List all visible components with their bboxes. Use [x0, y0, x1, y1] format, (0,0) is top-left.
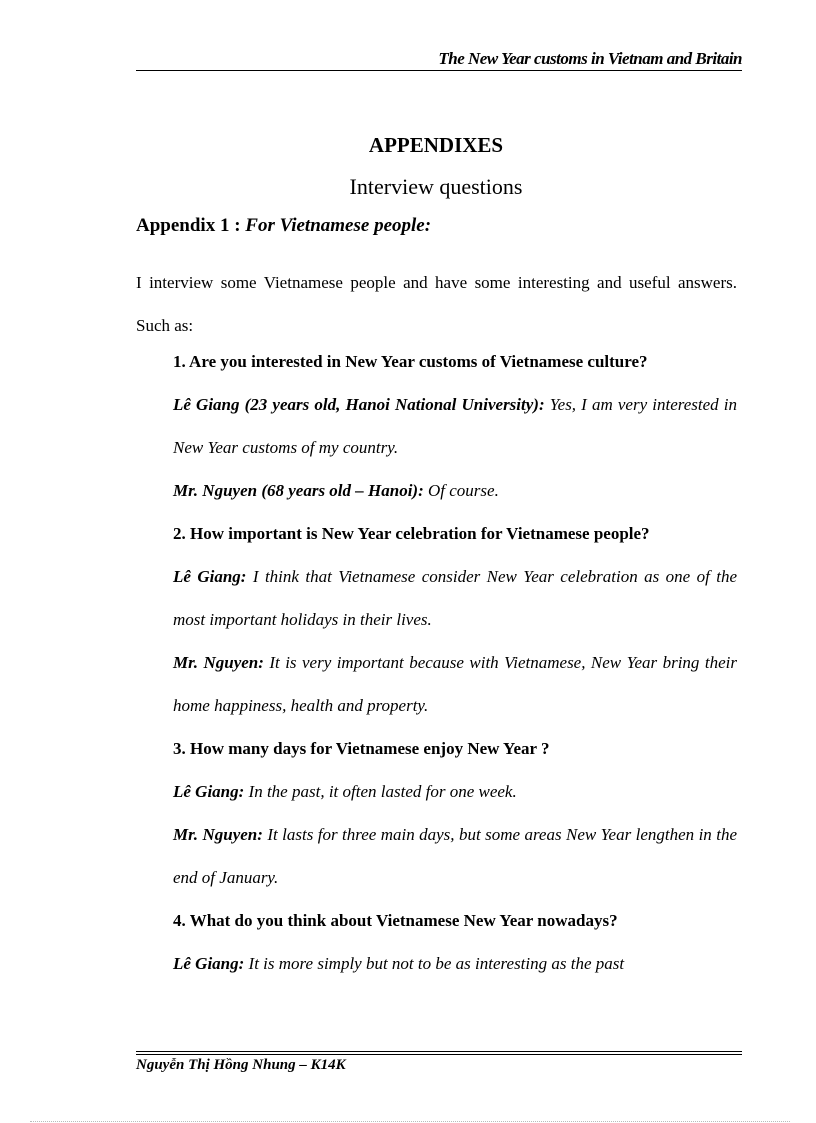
- question-3: 3. How many days for Vietnamese enjoy New Year ?: [173, 739, 550, 758]
- question-1: 1. Are you interested in New Year customs of Vietnamese culture?: [173, 352, 648, 371]
- question-4: 4. What do you think about Vietnamese New Year nowadays?: [173, 911, 618, 930]
- speaker: Mr. Nguyen:: [173, 653, 270, 672]
- answer-text: It is more simply but not to be as interesting as the past: [248, 954, 625, 973]
- answer-text: Of course.: [428, 481, 499, 500]
- answer-4a: [173, 942, 737, 985]
- answer-text: It lasts for three main days, but some areas New Year lengthen in the end of January.: [173, 825, 737, 887]
- page-title: APPENDIXES: [368, 133, 504, 157]
- answer-text: Yes, I am very interested in New Year customs of my country.: [173, 395, 738, 457]
- footer-rule-top: [136, 1051, 742, 1052]
- appendix-target: For Vietnamese people:: [245, 215, 432, 236]
- answer-1b: [173, 469, 737, 512]
- answer-2a: [173, 555, 737, 641]
- page-edge-dots: [30, 1121, 790, 1122]
- running-header: The New Year customs in Vietnam and Britain: [438, 49, 742, 68]
- answer-3b: [173, 813, 737, 899]
- answer-2b: [173, 641, 737, 727]
- footer-author: Nguyễn Thị Hồng Nhung – K14K: [136, 1057, 346, 1073]
- appendix-label: Appendix 1 :: [136, 215, 241, 236]
- answer-text: It is very important because with Vietnamese, New Year bring their home happiness, health and property.: [173, 653, 737, 715]
- page-subtitle: Interview questions: [349, 174, 523, 199]
- question-2: 2. How important is New Year celebration for Vietnamese people?: [173, 524, 650, 543]
- speaker: Lê Giang:: [173, 567, 253, 586]
- speaker: Lê Giang (23 years old, Hanoi National University):: [173, 395, 550, 414]
- speaker: Mr. Nguyen (68 years old – Hanoi):: [173, 481, 428, 500]
- header-rule: [136, 70, 742, 71]
- answer-text: In the past, it often lasted for one week.: [248, 782, 517, 801]
- speaker: Lê Giang:: [173, 782, 249, 801]
- speaker: Lê Giang:: [173, 954, 249, 973]
- qa-list: [173, 340, 737, 985]
- footer-rule-bottom: [136, 1054, 742, 1055]
- answer-text: I think that Vietnamese consider New Year celebration as one of the most important holidays in their lives.: [173, 567, 737, 629]
- intro-paragraph: I interview some Vietnamese people and have some interesting and useful answers. Such as:: [136, 273, 737, 335]
- appendix-heading: [136, 215, 431, 237]
- answer-3a: [173, 770, 737, 813]
- speaker: Mr. Nguyen:: [173, 825, 268, 844]
- answer-1a: [173, 383, 737, 469]
